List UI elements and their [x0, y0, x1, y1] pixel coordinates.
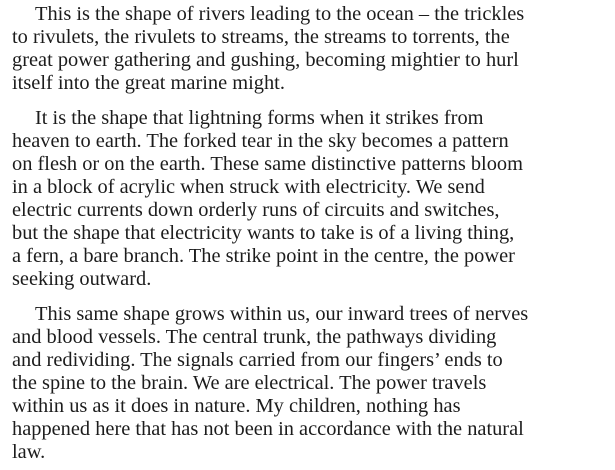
paragraph-nerves [12, 303, 612, 464]
text-line: and redividing. The signals carried from our fingers’ ends to [12, 349, 503, 371]
text-line: seeking outward. [12, 268, 152, 290]
document-page [12, 3, 612, 464]
text-line: law. [12, 441, 46, 463]
text-line: electric currents down orderly runs of circuits and switches, [12, 199, 500, 221]
text-line: This is the shape of rivers leading to the ocean – the trickles [35, 3, 525, 25]
text-line: and blood vessels. The central trunk, the pathways dividing [12, 326, 497, 348]
text-line: in a block of acrylic when struck with electricity. We send [12, 176, 485, 198]
text-line: within us as it does in nature. My children, nothing has [12, 395, 461, 417]
text-line: heaven to earth. The forked tear in the sky becomes a pattern [12, 130, 509, 152]
text-line: It is the shape that lightning forms when it strikes from [35, 107, 484, 129]
text-line: great power gathering and gushing, becoming mightier to hurl [12, 49, 519, 71]
text-line: happened here that has not been in accordance with the natural [12, 418, 524, 440]
text-line: itself into the great marine might. [12, 72, 285, 94]
text-line: a fern, a bare branch. The strike point in the centre, the power [12, 245, 515, 267]
text-line: This same shape grows within us, our inward trees of nerves [35, 303, 529, 325]
text-line: to rivulets, the rivulets to streams, the streams to torrents, the [12, 26, 510, 48]
paragraph-lightning [12, 107, 612, 291]
text-line: on flesh or on the earth. These same distinctive patterns bloom [12, 153, 523, 175]
text-line: the spine to the brain. We are electrical. The power travels [12, 372, 487, 394]
paragraph-rivers [12, 3, 612, 95]
text-line: but the shape that electricity wants to take is of a living thing, [12, 222, 515, 244]
